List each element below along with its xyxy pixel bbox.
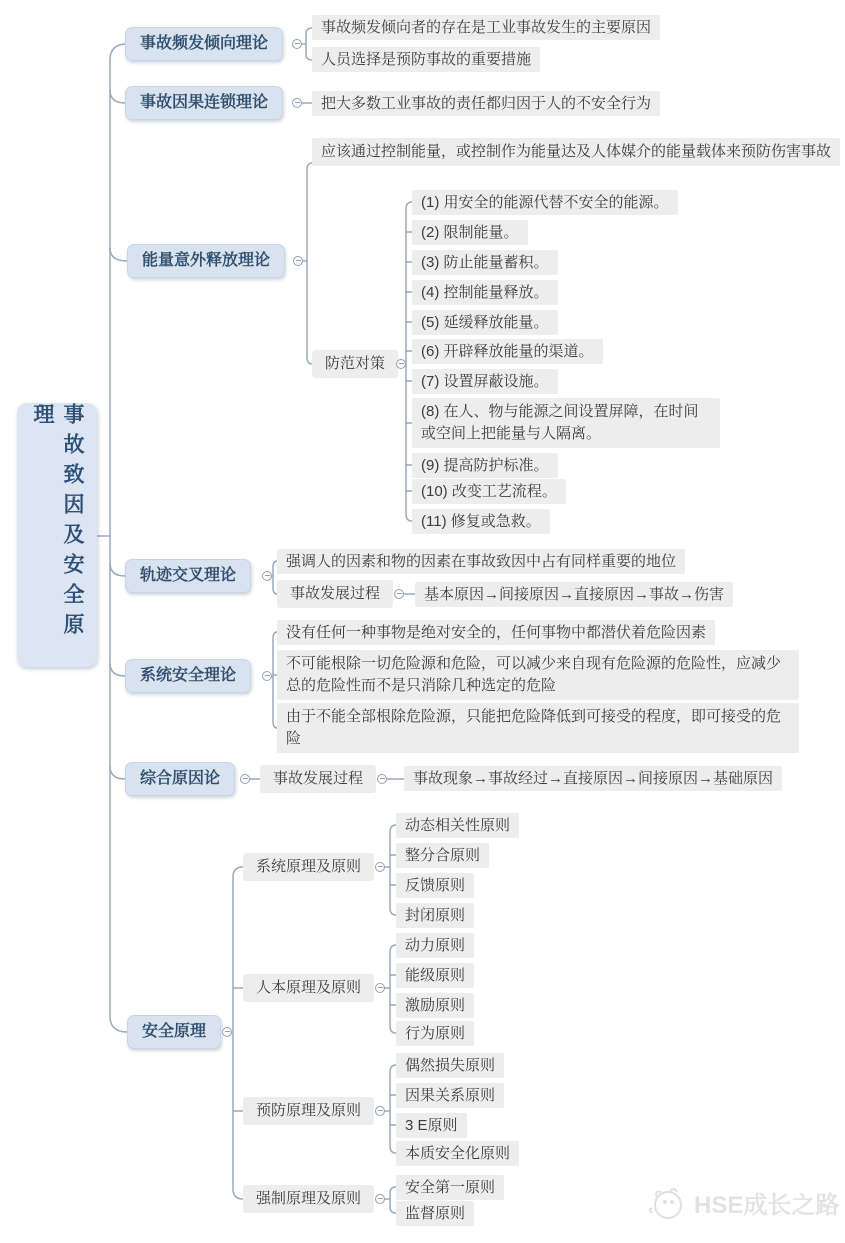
branch-comprehensive-cause-theory[interactable]: 综合原因论	[125, 762, 235, 796]
leaf-node[interactable]: 由于不能全部根除危险源，只能把危险降低到可接受的程度，即可接受的危险	[277, 703, 799, 753]
leaf-node[interactable]: 事故频发倾向者的存在是工业事故发生的主要原因	[312, 15, 660, 40]
principle-group-node[interactable]: 系统原理及原则	[243, 853, 374, 881]
collapse-toggle[interactable]	[262, 571, 272, 581]
countermeasure-item[interactable]: (1) 用安全的能源代替不安全的能源。	[412, 190, 678, 215]
principle-item[interactable]: 偶然损失原则	[396, 1053, 504, 1078]
collapse-toggle[interactable]	[292, 98, 302, 108]
principle-group-node[interactable]: 人本原理及原则	[243, 974, 374, 1002]
leaf-node[interactable]: 应该通过控制能量，或控制作为能量达及人体媒介的能量载体来预防伤害事故	[312, 138, 840, 166]
principle-item[interactable]: 行为原则	[396, 1021, 474, 1046]
collapse-toggle[interactable]	[222, 1027, 232, 1037]
branch-safety-principles[interactable]: 安全原理	[127, 1015, 221, 1049]
process-label-node[interactable]: 事故发展过程	[277, 580, 393, 608]
countermeasure-item[interactable]: (8) 在人、物与能源之间设置屏障，在时间或空间上把能量与人隔离。	[412, 398, 720, 448]
countermeasure-item[interactable]: (4) 控制能量释放。	[412, 280, 558, 305]
leaf-node[interactable]: 把大多数工业事故的责任都归因于人的不安全行为	[312, 91, 660, 116]
countermeasures-node[interactable]: 防范对策	[312, 350, 398, 378]
collapse-toggle[interactable]	[375, 1106, 385, 1116]
principle-item[interactable]: 动力原则	[396, 933, 474, 958]
watermark-logo-icon	[644, 1180, 688, 1224]
leaf-node[interactable]: 不可能根除一切危险源和危险，可以减少来自现有危险源的危险性，应减少总的危险性而不是只消除几种选定的危险	[277, 650, 799, 700]
collapse-toggle[interactable]	[375, 983, 385, 993]
collapse-toggle[interactable]	[262, 671, 272, 681]
leaf-node[interactable]: 没有任何一种事物是绝对安全的，任何事物中都潜伏着危险因素	[277, 620, 715, 645]
root-node[interactable]: 事故致因及安全原理	[17, 403, 97, 667]
principle-item[interactable]: 动态相关性原则	[396, 813, 519, 838]
process-chain-node[interactable]: 基本原因→间接原因→直接原因→事故→伤害	[415, 582, 733, 607]
collapse-toggle[interactable]	[394, 589, 404, 599]
principle-group-node[interactable]: 预防原理及原则	[243, 1097, 374, 1125]
watermark-text: HSE成长之路	[694, 1191, 840, 1219]
collapse-toggle[interactable]	[240, 774, 250, 784]
collapse-toggle[interactable]	[396, 359, 406, 369]
countermeasure-item[interactable]: (11) 修复或急救。	[412, 509, 550, 534]
countermeasure-item[interactable]: (7) 设置屏蔽设施。	[412, 369, 558, 394]
leaf-node[interactable]: 强调人的因素和物的因素在事故致因中占有同样重要的地位	[277, 549, 685, 574]
process-label-node[interactable]: 事故发展过程	[260, 765, 376, 793]
branch-system-safety-theory[interactable]: 系统安全理论	[125, 659, 251, 693]
principle-item[interactable]: 本质安全化原则	[396, 1141, 519, 1166]
collapse-toggle[interactable]	[377, 774, 387, 784]
leaf-node[interactable]: 人员选择是预防事故的重要措施	[312, 47, 540, 72]
principle-item[interactable]: 激励原则	[396, 993, 474, 1018]
principle-item[interactable]: 封闭原则	[396, 903, 474, 928]
principle-item[interactable]: 3 E原则	[396, 1113, 467, 1138]
branch-accident-proneness-theory[interactable]: 事故频发倾向理论	[125, 27, 283, 61]
branch-domino-theory[interactable]: 事故因果连锁理论	[125, 86, 283, 120]
countermeasure-item[interactable]: (9) 提高防护标准。	[412, 453, 558, 478]
collapse-toggle[interactable]	[375, 862, 385, 872]
principle-item[interactable]: 安全第一原则	[396, 1175, 504, 1200]
principle-item[interactable]: 因果关系原则	[396, 1083, 504, 1108]
collapse-toggle[interactable]	[293, 256, 303, 266]
principle-item[interactable]: 能级原则	[396, 963, 474, 988]
countermeasure-item[interactable]: (3) 防止能量蓄积。	[412, 250, 558, 275]
branch-energy-release-theory[interactable]: 能量意外释放理论	[127, 244, 285, 278]
branch-trajectory-crossing-theory[interactable]: 轨迹交叉理论	[125, 559, 251, 593]
countermeasure-item[interactable]: (5) 延缓释放能量。	[412, 310, 558, 335]
principle-item[interactable]: 监督原则	[396, 1201, 474, 1226]
collapse-toggle[interactable]	[375, 1194, 385, 1204]
countermeasure-item[interactable]: (2) 限制能量。	[412, 220, 528, 245]
principle-item[interactable]: 整分合原则	[396, 843, 489, 868]
principle-group-node[interactable]: 强制原理及原则	[243, 1185, 374, 1213]
principle-item[interactable]: 反馈原则	[396, 873, 474, 898]
countermeasure-item[interactable]: (10) 改变工艺流程。	[412, 479, 566, 504]
countermeasure-item[interactable]: (6) 开辟释放能量的渠道。	[412, 339, 603, 364]
watermark	[644, 1180, 839, 1224]
process-chain-node[interactable]: 事故现象→事故经过→直接原因→间接原因→基础原因	[404, 766, 782, 791]
collapse-toggle[interactable]	[292, 39, 302, 49]
